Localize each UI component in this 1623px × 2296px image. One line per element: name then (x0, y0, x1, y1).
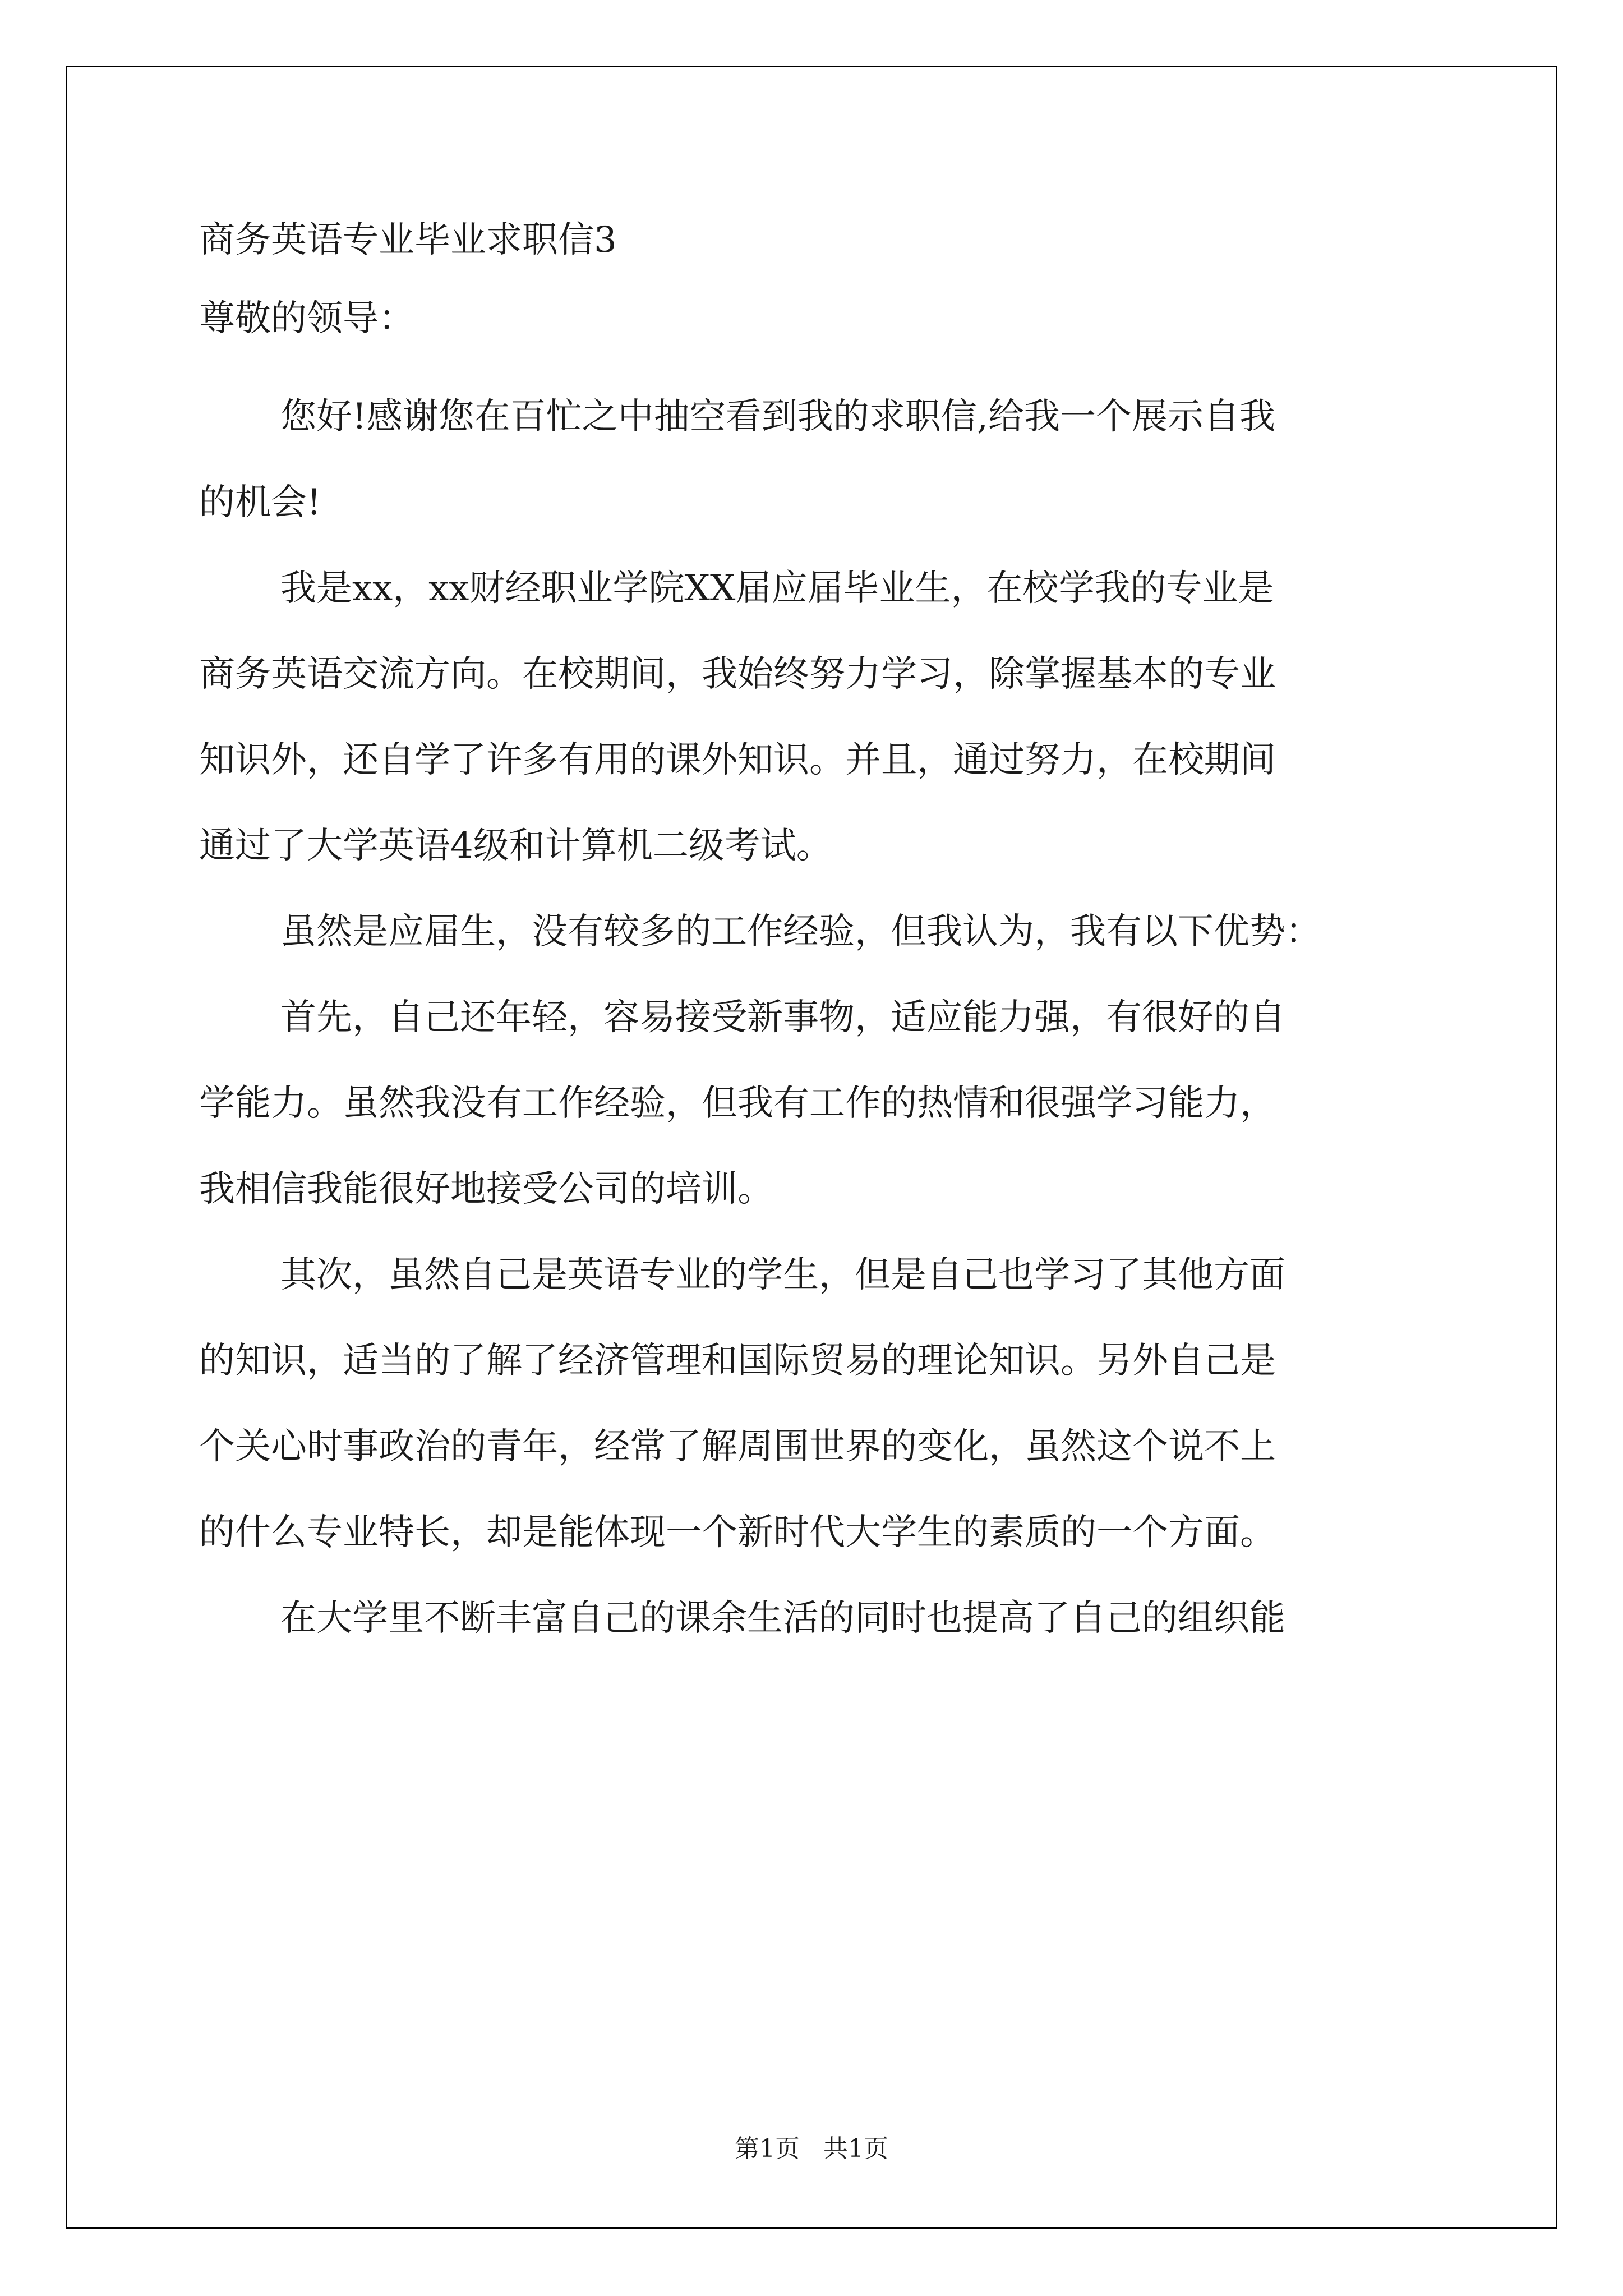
page-footer: 第1页 共1页 (735, 2134, 888, 2163)
text-line: 个关心时事政治的青年，经常了解周围世界的变化，虽然这个说不上 (199, 1426, 1276, 1467)
text-line: 的机会! (199, 482, 321, 523)
salutation: 尊敬的领导： (199, 298, 414, 339)
document-title: 商务英语专业毕业求职信3 (199, 219, 617, 261)
text-line: 其次，虽然自己是英语专业的学生，但是自己也学习了其他方面 (280, 1254, 1285, 1296)
text-line: 我是xx，xx财经职业学院XX届应届毕业生，在校学我的专业是 (280, 568, 1274, 609)
text-line: 知识外，还自学了许多有用的课外知识。并且，通过努力，在校期间 (199, 739, 1276, 781)
text-line: 商务英语交流方向。在校期间，我始终努力学习，除掌握基本的专业 (199, 654, 1276, 695)
document-body (199, 219, 1430, 1639)
text-line: 我相信我能很好地接受公司的培训。 (199, 1168, 773, 1210)
page-border (66, 66, 1557, 2229)
text-line: 虽然是应届生，没有较多的工作经验，但我认为，我有以下优势： (280, 911, 1321, 953)
text-line: 的知识，适当的了解了经济管理和国际贸易的理论知识。另外自己是 (199, 1340, 1276, 1382)
text-line: 通过了大学英语4级和计算机二级考试。 (199, 825, 832, 867)
text-line: 在大学里不断丰富自己的课余生活的同时也提高了自己的组织能 (280, 1598, 1285, 1639)
text-line: 学能力。虽然我没有工作经验，但我有工作的热情和很强学习能力， (199, 1083, 1276, 1124)
text-line: 首先，自己还年轻，容易接受新事物，适应能力强，有很好的自 (280, 997, 1285, 1038)
text-line: 的什么专业特长，却是能体现一个新时代大学生的素质的一个方面。 (199, 1512, 1276, 1553)
text-line: 您好!感谢您在百忙之中抽空看到我的求职信,给我一个展示自我 (280, 396, 1276, 438)
